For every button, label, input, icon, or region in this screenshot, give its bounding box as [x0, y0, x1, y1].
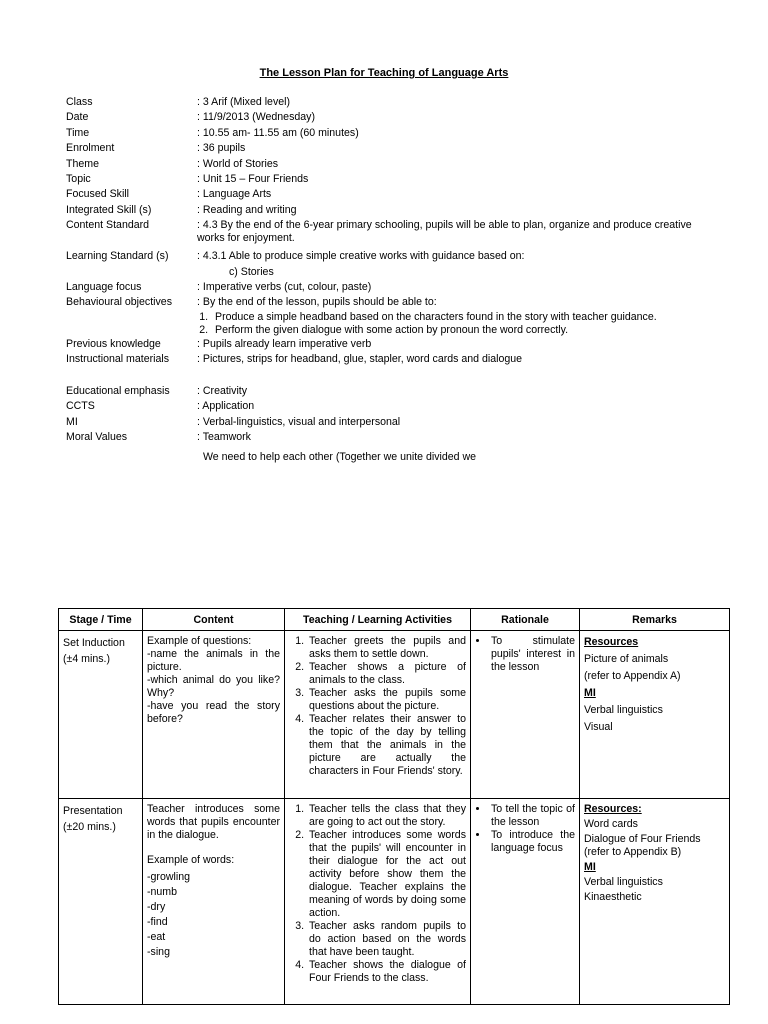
rationale-item: • To stimulate pupils' interest in the lesson — [489, 635, 575, 674]
info-label: Date — [66, 111, 89, 124]
content-heading: Example of words: — [147, 854, 235, 866]
info-label: Instructional materials — [66, 353, 170, 366]
activity-list — [289, 635, 466, 778]
lesson-info — [66, 95, 706, 445]
resource-item: (refer to Appendix A) — [584, 670, 681, 682]
info-value: : Unit 15 – Four Friends — [197, 173, 309, 186]
stage-name: Set Induction — [63, 637, 125, 649]
stage-time: (±20 mins.) — [63, 821, 116, 833]
mi-item: Verbal linguistics — [584, 876, 663, 888]
info-row — [66, 384, 706, 399]
content-line: Example of questions: — [147, 635, 252, 647]
info-label: Enrolment — [66, 142, 115, 155]
info-label: Integrated Skill (s) — [66, 203, 152, 216]
activity-list — [289, 803, 466, 985]
info-label: Focused Skill — [66, 188, 129, 201]
info-label: MI — [66, 415, 78, 428]
activity-item: 4. Teacher shows the dialogue of Four Friends to the class. — [307, 959, 466, 985]
column-header: Teaching / Learning Activities — [285, 609, 471, 631]
info-label: Topic — [66, 173, 91, 186]
mi-item: Visual — [584, 721, 613, 733]
objectives-list — [197, 311, 706, 337]
mi-heading: MI — [584, 687, 596, 699]
rationale-item: • To tell the topic of the lesson — [489, 803, 575, 829]
info-row — [66, 430, 706, 445]
column-header: Stage / Time — [59, 609, 143, 631]
rationale-list — [475, 635, 575, 674]
info-value: : 11/9/2013 (Wednesday) — [197, 111, 315, 124]
table-row — [59, 631, 730, 799]
content-line: -which animal do you like? Why? — [147, 674, 280, 699]
column-header: Rationale — [471, 609, 580, 631]
info-value: : Pictures, strips for headband, glue, stapler, word cards and dialogue — [197, 353, 523, 366]
info-row — [66, 187, 706, 202]
info-row — [66, 126, 706, 141]
stage-time: (±4 mins.) — [63, 653, 111, 665]
activity-item: 4. Teacher relates their answer to the topic of the day by telling them that the animals in the picture are actually the characters in Four Friends' story. — [307, 713, 466, 778]
moral-note: We need to help each other (Together we unite divided we — [203, 451, 477, 463]
mi-item: Kinaesthetic — [584, 891, 642, 903]
content-line: Teacher introduces some words that pupils encounter in the dialogue. — [147, 803, 280, 841]
objective-item: 1. Produce a simple headband based on the characters found in the story with teacher guidance. — [211, 311, 706, 324]
info-value: : 4.3 By the end of the 6-year primary schooling, pupils will be able to plan, organize and produce creative works for enjoyment. — [197, 219, 692, 245]
document-title: The Lesson Plan for Teaching of Language Arts — [259, 67, 509, 79]
resource-item: Picture of animals — [584, 653, 669, 665]
activity-item: 1. Teacher tells the class that they are going to act out the story. — [307, 803, 466, 829]
info-label: Previous knowledge — [66, 337, 161, 350]
info-label: CCTS — [66, 400, 95, 413]
column-header: Content — [143, 609, 285, 631]
resource-item: Dialogue of Four Friends (refer to Appendix B) — [584, 833, 701, 858]
info-value: : Teamwork — [197, 430, 251, 443]
info-label: Time — [66, 126, 90, 139]
info-value: : Verbal-linguistics, visual and interpersonal — [197, 415, 401, 428]
info-value: : World of Stories — [197, 157, 279, 170]
info-row — [66, 352, 706, 367]
column-header: Remarks — [580, 609, 730, 631]
info-row — [66, 249, 706, 280]
info-row — [66, 415, 706, 430]
mi-item: Verbal linguistics — [584, 704, 663, 716]
word-item: -find — [147, 916, 168, 928]
info-row — [66, 218, 706, 249]
lesson-table — [58, 608, 730, 1005]
info-label: Theme — [66, 157, 99, 170]
info-value: : 10.55 am- 11.55 am (60 minutes) — [197, 126, 359, 139]
table-row — [59, 799, 730, 1005]
info-row — [66, 399, 706, 414]
info-value: : 36 pupils — [197, 142, 246, 155]
word-item: -dry — [147, 901, 166, 913]
info-label: Moral Values — [66, 430, 128, 443]
info-row — [66, 295, 706, 336]
info-row — [66, 203, 706, 218]
info-row — [66, 110, 706, 125]
info-row — [66, 157, 706, 172]
info-row — [66, 95, 706, 110]
info-label: Class — [66, 96, 93, 108]
rationale-list — [475, 803, 575, 855]
info-row — [66, 337, 706, 352]
info-label: Behavioural objectives — [66, 296, 172, 309]
info-value: : Creativity — [197, 384, 248, 397]
info-row — [66, 280, 706, 295]
objective-item: 2. Perform the given dialogue with some action by pronoun the word correctly. — [211, 324, 706, 337]
info-value: : 3 Arif (Mixed level) — [197, 96, 291, 108]
activity-item: 3. Teacher asks random pupils to do action based on the words that have been taught. — [307, 920, 466, 959]
content-line: -name the animals in the picture. — [147, 648, 280, 673]
info-value: : By the end of the lesson, pupils should be able to: — [197, 296, 437, 309]
info-label: Content Standard — [66, 219, 150, 232]
word-item: -growling — [147, 871, 190, 883]
resources-heading: Resources: — [584, 803, 642, 815]
info-value: : Reading and writing — [197, 203, 297, 216]
resource-item: Word cards — [584, 818, 638, 830]
table-header-row — [59, 609, 730, 631]
info-subvalue: c) Stories — [229, 265, 274, 278]
info-value: : Pupils already learn imperative verb — [197, 337, 372, 350]
activity-item: 1. Teacher greets the pupils and asks them to settle down. — [307, 635, 466, 661]
info-row — [66, 172, 706, 187]
activity-item: 2. Teacher shows a picture of animals to the class. — [307, 661, 466, 687]
mi-heading: MI — [584, 861, 596, 873]
stage-name: Presentation — [63, 805, 123, 817]
activity-item: 3. Teacher asks the pupils some questions about the picture. — [307, 687, 466, 713]
info-value: : Imperative verbs (cut, colour, paste) — [197, 281, 372, 294]
word-item: -eat — [147, 931, 166, 943]
resources-heading: Resources — [584, 636, 639, 648]
info-value: : Language Arts — [197, 188, 272, 201]
word-item: -sing — [147, 946, 170, 958]
info-label: Learning Standard (s) — [66, 250, 169, 263]
info-label: Educational emphasis — [66, 384, 170, 397]
info-label: Language focus — [66, 281, 142, 294]
content-line: -have you read the story before? — [147, 700, 280, 725]
info-value: : 4.3.1 Able to produce simple creative works with guidance based on: — [197, 250, 525, 263]
word-item: -numb — [147, 886, 178, 898]
activity-item: 2. Teacher introduces some words that the pupils' will encounter in their dialogue for the act out activity before show them the dialogue. Teacher explains the meaning of words by doing some action. — [307, 829, 466, 920]
info-row — [66, 141, 706, 156]
rationale-item: • To introduce the language focus — [489, 829, 575, 855]
info-value: : Application — [197, 400, 255, 413]
